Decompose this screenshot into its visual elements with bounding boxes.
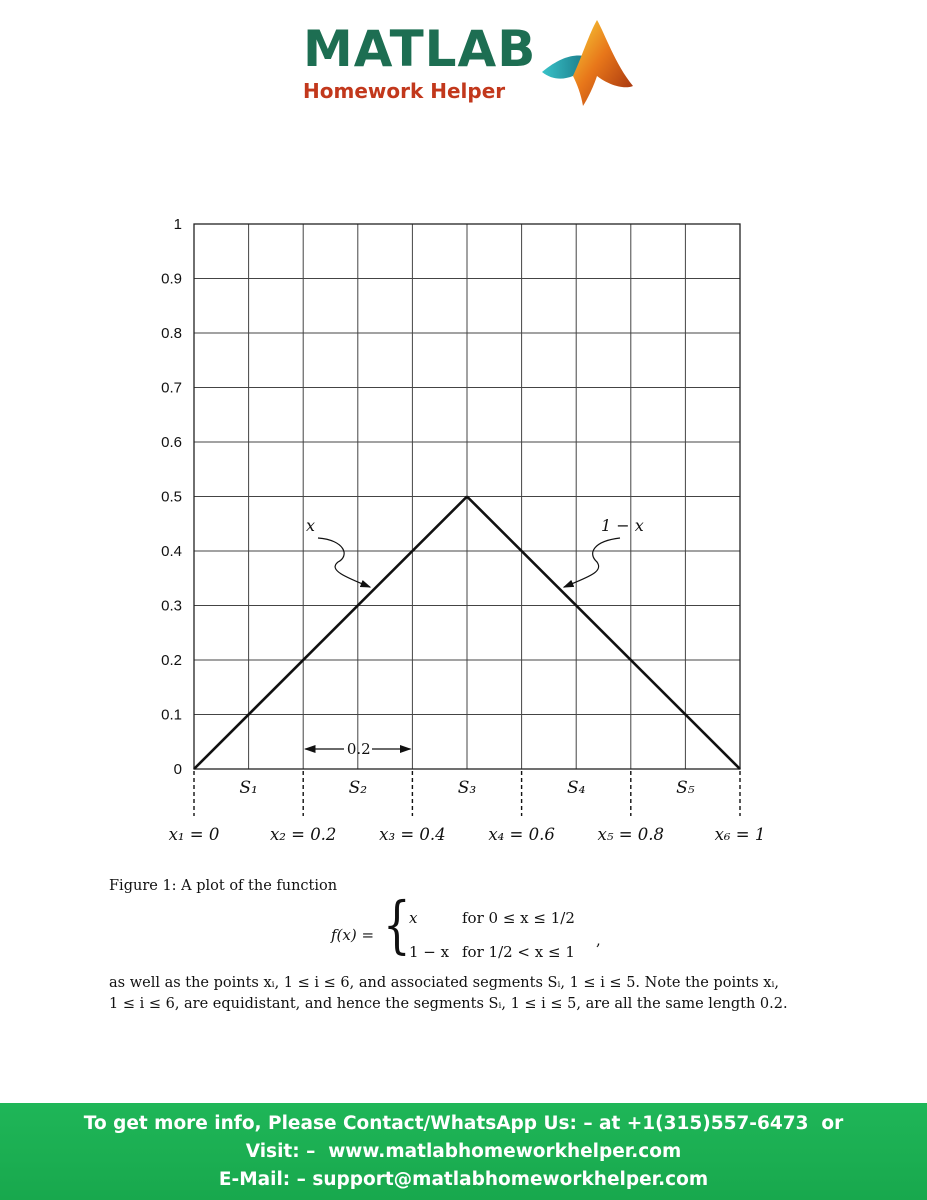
segment-label: S₄	[566, 778, 586, 798]
y-tick-label: 0.3	[161, 597, 182, 615]
caption-line-1: Figure 1: A plot of the function	[109, 878, 338, 894]
formula-case1-cond: for 0 ≤ x ≤ 1/2	[462, 909, 575, 927]
segment-label: S₁	[239, 778, 258, 798]
annotation-arrow-x	[318, 538, 370, 587]
segment-label: S₅	[676, 778, 695, 798]
y-tick-label: 0.8	[161, 325, 182, 342]
formula-case2-cond: for 1/2 < x ≤ 1	[462, 943, 575, 961]
formula-case1-expr: x	[409, 909, 418, 927]
contact-footer	[0, 1103, 927, 1200]
function-line	[194, 497, 467, 770]
formula-case2-expr: 1 − x	[409, 943, 450, 961]
y-tick-label: 0.2	[161, 652, 182, 669]
y-tick-label: 0	[173, 761, 182, 778]
point-label: x₆ = 1	[714, 825, 766, 844]
piecewise-formula	[331, 888, 611, 968]
figure-caption	[109, 876, 829, 1012]
y-tick-label: 0.6	[161, 434, 182, 451]
logo-subtitle: Homework Helper	[303, 79, 506, 103]
function-line	[467, 497, 740, 770]
caption-line-3: 1 ≤ i ≤ 6, are equidistant, and hence the segments Sᵢ, 1 ≤ i ≤ 5, are all the same length 0.2.	[109, 996, 788, 1012]
y-tick-label: 1	[173, 216, 182, 233]
interval-label: 0.2	[346, 740, 371, 758]
formula-lhs: f(x) =	[331, 926, 375, 944]
point-label: x₁ = 0	[168, 825, 220, 844]
y-tick-label: 0.7	[161, 379, 182, 397]
caption-line-2: as well as the points xᵢ, 1 ≤ i ≤ 6, and associated segments Sᵢ, 1 ≤ i ≤ 5. Note the points xᵢ,	[109, 975, 779, 991]
segment-label: S₃	[457, 778, 477, 798]
point-label: x₄ = 0.6	[488, 825, 555, 844]
point-label: x₅ = 0.8	[597, 825, 665, 844]
footer-email-link[interactable]: E-Mail: – support@matlabhomeworkhelper.com	[218, 1169, 709, 1190]
point-label: x₃ = 0.4	[379, 825, 446, 844]
left-brace: {	[383, 888, 411, 961]
y-tick-label: 0.5	[161, 488, 182, 506]
annotation-label-x: x	[306, 516, 316, 535]
footer-contact-line: To get more info, Please Contact/WhatsApp Us: – at +1(315)557-6473 or	[83, 1113, 844, 1134]
point-label: x₂ = 0.2	[269, 825, 337, 844]
annotation-arrow-one-minus-x	[564, 538, 620, 587]
y-tick-label: 0.4	[161, 543, 182, 560]
formula-comma: ,	[596, 931, 601, 949]
y-tick-label: 0.1	[161, 706, 182, 724]
segment-label: S₂	[348, 778, 368, 798]
logo-title: MATLAB	[303, 20, 537, 78]
annotation-label-one-minus-x: 1 − x	[601, 516, 644, 535]
y-tick-label: 0.9	[161, 270, 182, 288]
footer-website-link[interactable]: Visit: – www.matlabhomeworkhelper.com	[245, 1141, 682, 1162]
